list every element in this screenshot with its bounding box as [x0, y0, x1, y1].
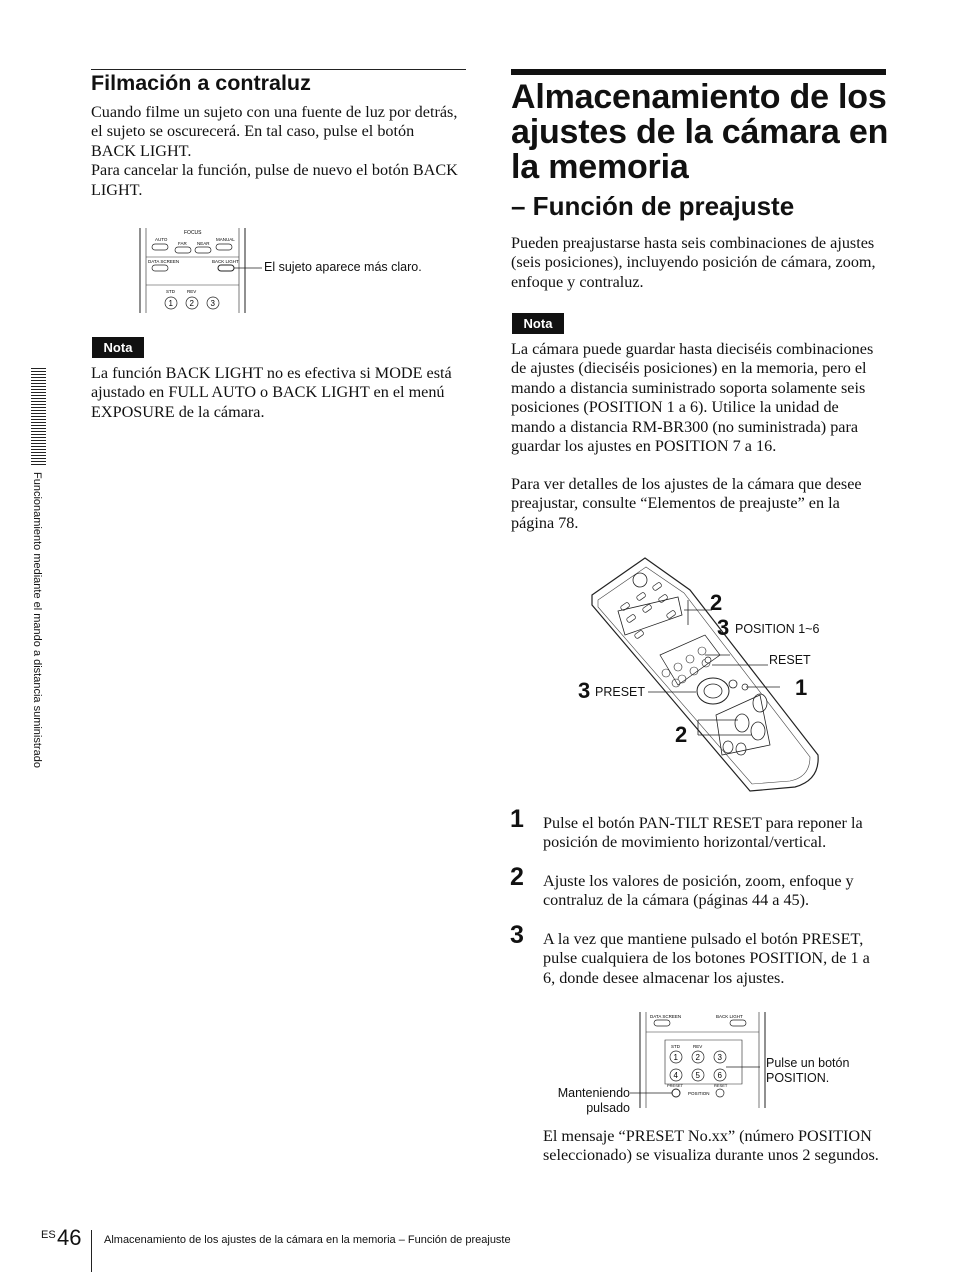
- fig2-callout-3-top: 3: [717, 615, 730, 640]
- fig1-pos-2: 2: [189, 299, 194, 308]
- fig1-data-screen-button: [152, 265, 168, 271]
- paragraph-line: Para ver detalles de los ajustes de la cámara que desee: [511, 475, 862, 493]
- fig1-manual-button: [216, 244, 232, 250]
- fig3-std-label: STD: [671, 1044, 680, 1049]
- title-line: Almacenamiento de los: [511, 78, 887, 116]
- label-line: POSITION.: [766, 1071, 830, 1085]
- fig1-focus-label: FOCUS: [184, 230, 202, 236]
- step-text: [543, 814, 903, 853]
- paragraph-line: El mensaje “PRESET No.xx” (número POSITION: [543, 1127, 872, 1145]
- title-rule: [511, 69, 886, 75]
- chapter-side-label: Funcionamiento mediante el mando a distancia suministrado: [31, 472, 43, 768]
- note-badge-left: Nota: [92, 337, 144, 358]
- fig2-callout-2-top: 2: [710, 590, 723, 615]
- fig3-preset-label: PRESET: [667, 1083, 684, 1088]
- preset-intro: [511, 234, 911, 292]
- page-title: [511, 80, 911, 185]
- section-heading-backlight: Filmación a contraluz: [91, 71, 311, 95]
- fig2-callout-2-bottom: 2: [675, 722, 688, 747]
- paragraph-line: pulse cualquiera de los botones POSITION, de 1 a: [543, 949, 870, 968]
- running-footer: Almacenamiento de los ajustes de la cámara en la memoria – Función de preajuste: [104, 1234, 511, 1246]
- paragraph-line: el sujeto se oscurecerá. En tal caso, pulse el botón: [91, 122, 415, 141]
- paragraph-line: A la vez que mantiene pulsado el botón PRESET,: [543, 930, 864, 948]
- title-line: la memoria: [511, 148, 689, 186]
- paragraph-line: La función BACK LIGHT no es efectiva si MODE está: [91, 364, 452, 382]
- paragraph-line: La cámara puede guardar hasta dieciséis combinaciones: [511, 340, 874, 358]
- note-badge-right: Nota: [512, 313, 564, 334]
- fig3-reset-button: [716, 1089, 724, 1097]
- paragraph-line: contraluz de la cámara (páginas 44 a 45).: [543, 891, 810, 910]
- step-text: [543, 872, 903, 911]
- step-number: 3: [510, 921, 524, 949]
- paragraph-line: guardar los ajustes en POSITION 7 a 16.: [511, 437, 777, 456]
- fig1-auto-button: [152, 244, 168, 250]
- fig2-preset-label: PRESET: [595, 685, 646, 699]
- paragraph-line: 6, donde desee almacenar los ajustes.: [543, 968, 785, 987]
- title-line: ajustes de la cámara en: [511, 113, 889, 151]
- fig1-far-label: FAR: [178, 241, 187, 246]
- paragraph-line: preajustar, consulte “Elementos de preajuste” en la: [511, 494, 840, 513]
- left-heading-rule: [91, 69, 466, 70]
- fig1-callout-text: El sujeto aparece más claro.: [264, 260, 422, 274]
- preset-note: [511, 340, 911, 456]
- step-text: [543, 930, 903, 988]
- fig1-pos-3: 3: [210, 299, 215, 308]
- paragraph-line: Ajuste los valores de posición, zoom, enfoque y: [543, 872, 854, 890]
- fig1-manual-label: MANUAL: [216, 237, 235, 242]
- fig2-callout-3-left: 3: [578, 678, 591, 703]
- paragraph-line: (seis posiciones), incluyendo posición de cámara, zoom,: [511, 253, 876, 272]
- footer-divider: [91, 1230, 92, 1272]
- fig3-press-label: [766, 1056, 849, 1086]
- preset-details: [511, 475, 911, 533]
- fig3-data-screen-button: [654, 1020, 670, 1026]
- fig3-hold-label: [545, 1086, 630, 1116]
- backlight-intro: [91, 103, 471, 200]
- page-subtitle: – Función de preajuste: [511, 191, 795, 221]
- fig1-near-button: [195, 247, 211, 253]
- fig3-pos-2: 2: [695, 1053, 700, 1062]
- fig1-back-light-label: BACK LIGHT: [212, 259, 239, 264]
- paragraph-line: Para cancelar la función, pulse de nuevo el botón BACK: [91, 161, 458, 180]
- fig1-rev-label: REV: [187, 289, 197, 294]
- fig1-near-label: NEAR: [197, 241, 210, 246]
- paragraph-line: posición de movimiento horizontal/vertical.: [543, 833, 827, 852]
- label-line: Pulse un botón: [766, 1056, 850, 1070]
- chapter-side-tab: [31, 368, 46, 466]
- preset-final-note: [543, 1127, 903, 1166]
- paragraph-line: página 78.: [511, 513, 579, 532]
- fig1-data-screen-label: DATA SCREEN: [148, 259, 180, 264]
- fig1-auto-label: AUTO: [155, 237, 168, 242]
- fig3-back-light-button: [730, 1020, 746, 1026]
- fig3-pos-6: 6: [717, 1071, 722, 1080]
- step-number: 1: [510, 805, 524, 833]
- fig1-std-label: STD: [166, 289, 175, 294]
- paragraph-line: Pueden preajustarse hasta seis combinaciones de ajustes: [511, 234, 875, 252]
- paragraph-line: posiciones (POSITION 1 a 6). Utilice la unidad de: [511, 398, 839, 417]
- fig3-position-label: POSITION: [688, 1091, 710, 1096]
- backlight-note: [91, 364, 471, 422]
- fig1-pos-1: 1: [168, 299, 173, 308]
- paragraph-line: LIGHT.: [91, 180, 143, 199]
- position-panel-figure: [630, 1010, 770, 1110]
- paragraph-line: BACK LIGHT.: [91, 141, 192, 160]
- step-number: 2: [510, 863, 524, 891]
- paragraph-line: seleccionado) se visualiza durante unos 2 segundos.: [543, 1146, 879, 1165]
- remote-body: [592, 558, 818, 791]
- page-number: 46: [57, 1225, 82, 1250]
- paragraph-line: EXPOSURE de la cámara.: [91, 402, 265, 421]
- fig3-pos-4: 4: [673, 1071, 678, 1080]
- label-line: pulsado: [586, 1101, 630, 1115]
- fig3-data-screen-label: DATA SCREEN: [650, 1014, 682, 1019]
- full-remote-figure: [570, 555, 830, 795]
- fig3-reset-label: RESET: [714, 1083, 728, 1088]
- paragraph-line: de ajustes (dieciséis posiciones) en la memoria, pero el: [511, 359, 867, 378]
- label-line: Manteniendo: [557, 1086, 630, 1100]
- fig2-callout-1: 1: [795, 675, 808, 700]
- fig3-pos-1: 1: [673, 1053, 678, 1062]
- fig1-back-light-button: [218, 265, 234, 271]
- fig3-pos-3: 3: [717, 1053, 722, 1062]
- fig3-rev-label: REV: [693, 1044, 703, 1049]
- paragraph-line: mando a distancia RM-BR300 (no suministrada) para: [511, 417, 859, 436]
- paragraph-line: Pulse el botón PAN-TILT RESET para reponer la: [543, 814, 863, 832]
- fig3-pos-5: 5: [695, 1071, 700, 1080]
- paragraph-line: ajustado en FULL AUTO o BACK LIGHT en el menú: [91, 383, 445, 402]
- paragraph-line: enfoque y contraluz.: [511, 272, 644, 291]
- footer-lang: ES: [41, 1229, 56, 1241]
- fig2-reset-label: RESET: [769, 653, 811, 667]
- paragraph-line: mando a distancia suministrado soporta solamente seis: [511, 378, 866, 397]
- fig3-preset-button: [672, 1089, 680, 1097]
- fig3-back-light-label: BACK LIGHT: [716, 1014, 743, 1019]
- fig1-far-button: [175, 247, 191, 253]
- fig2-position-label: POSITION 1~6: [735, 622, 820, 636]
- paragraph-line: Cuando filme un sujeto con una fuente de luz por detrás,: [91, 103, 458, 121]
